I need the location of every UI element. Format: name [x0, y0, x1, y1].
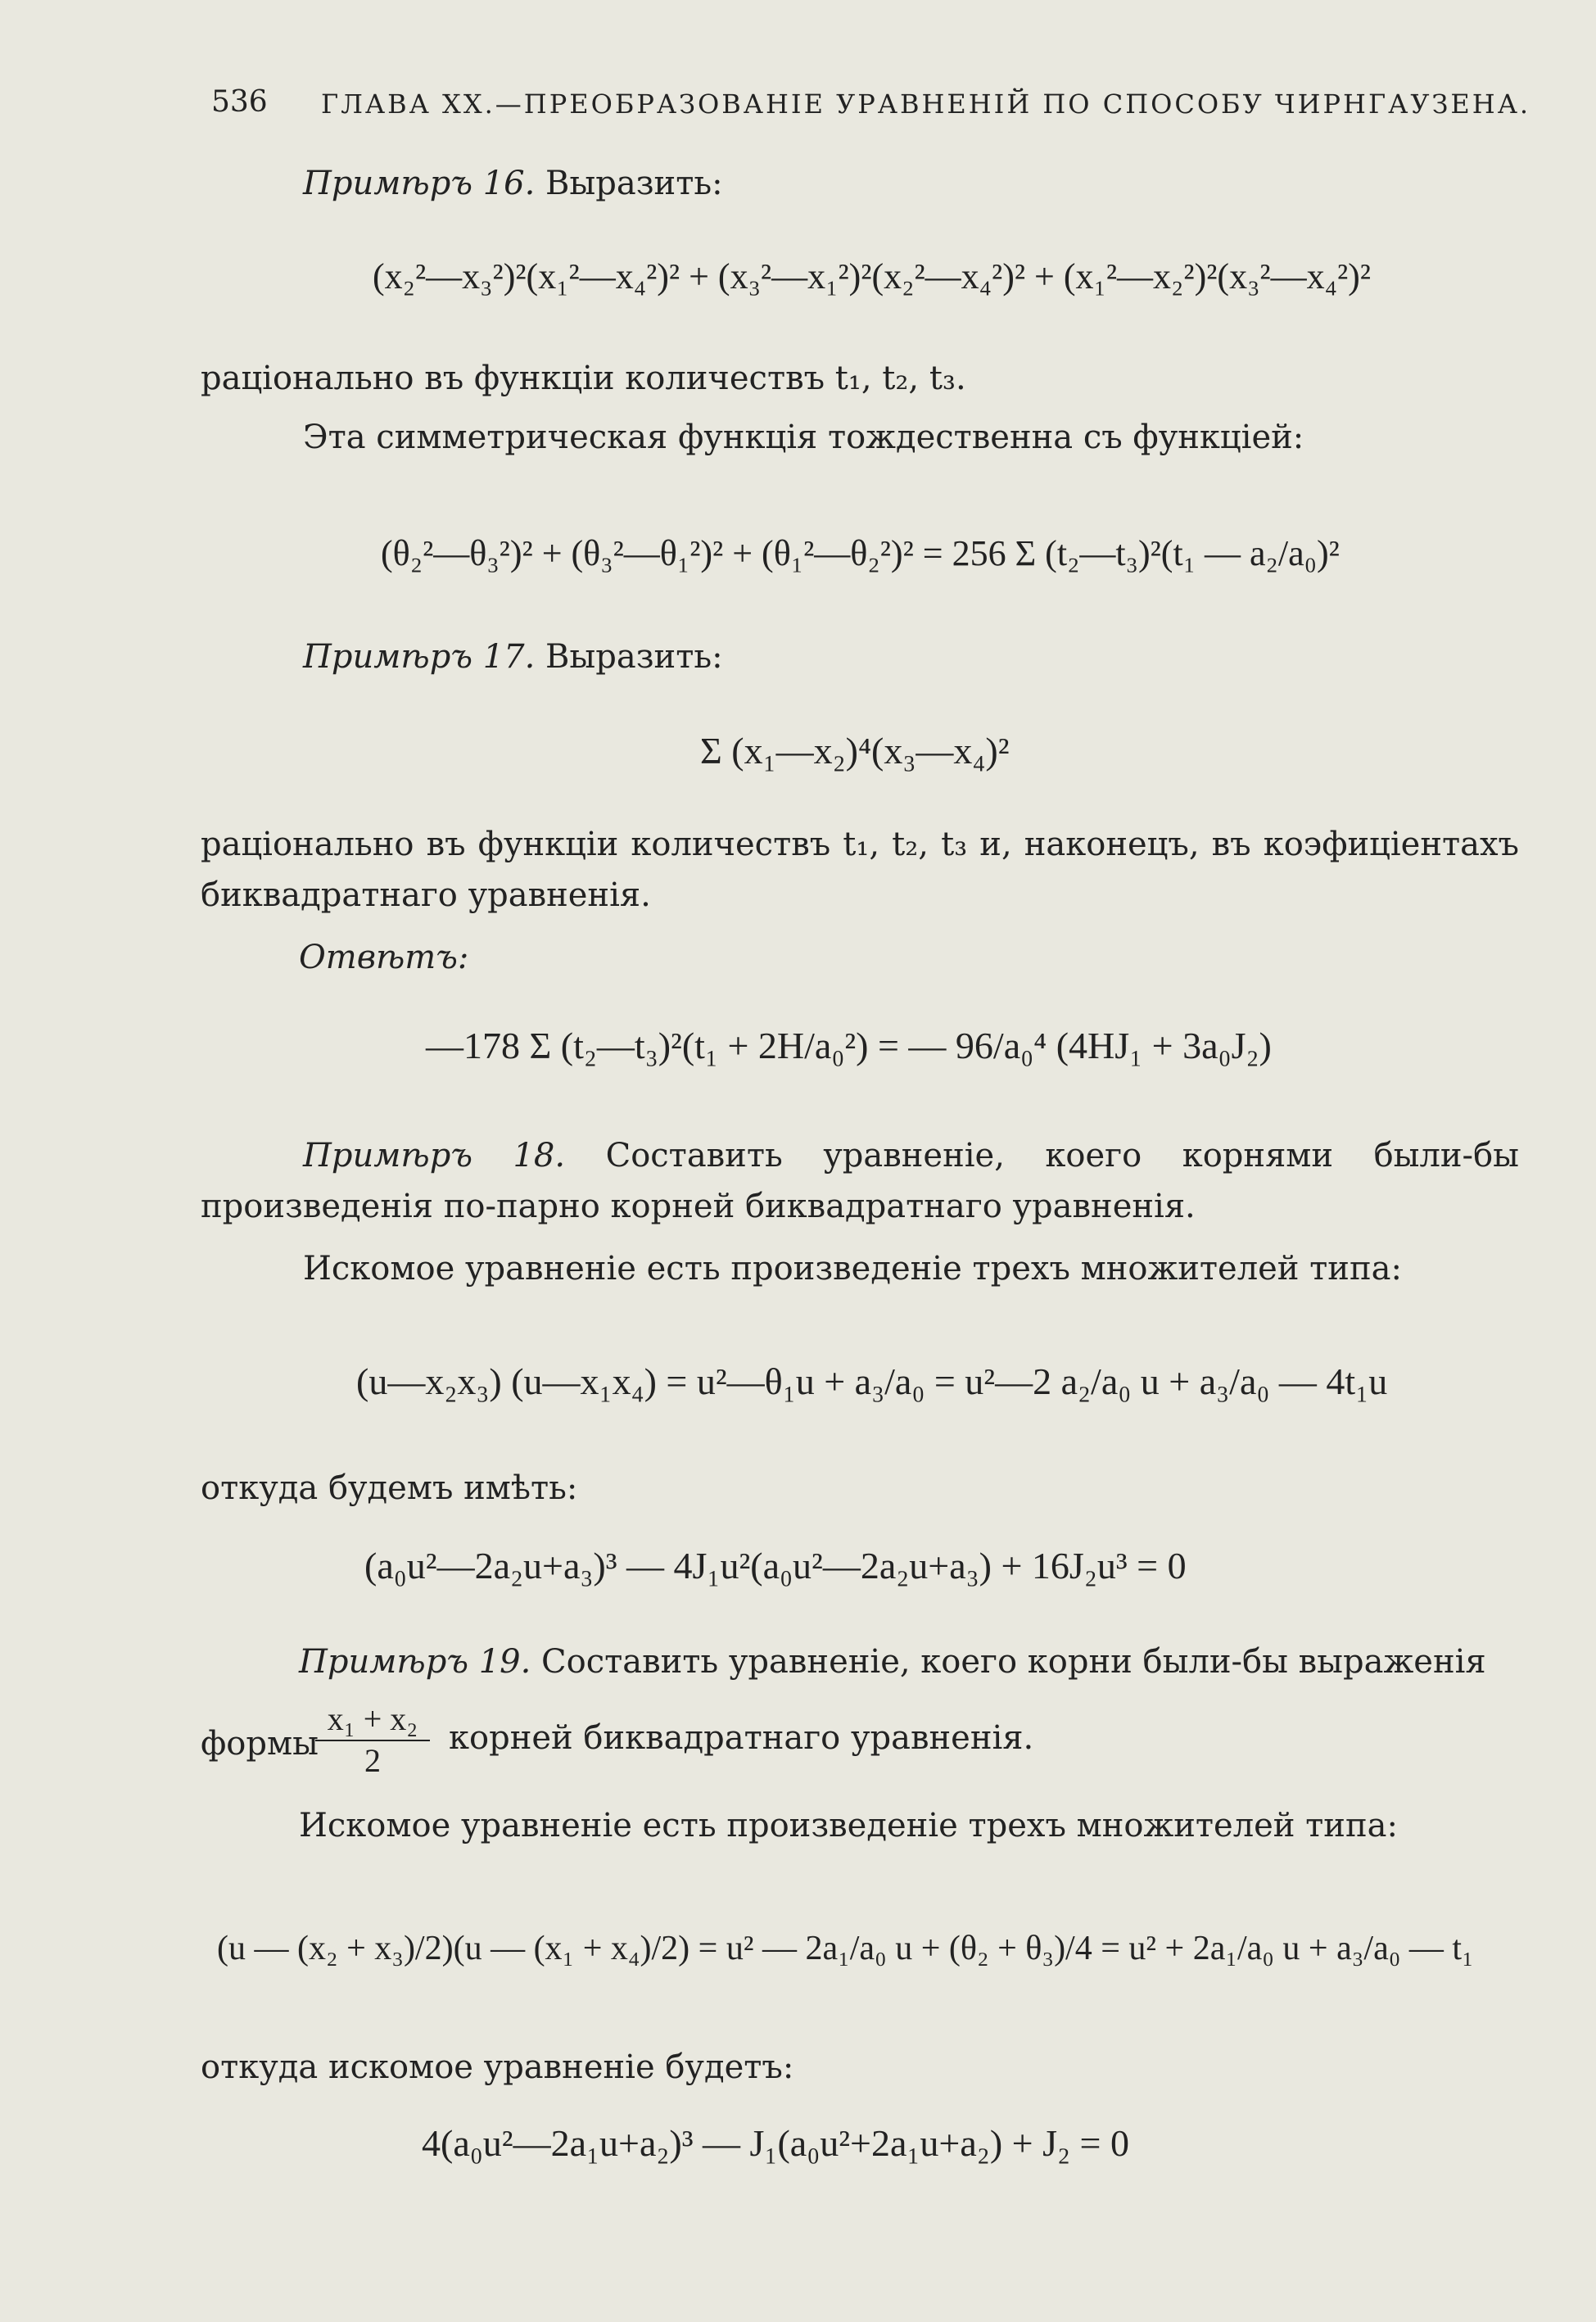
ex18-result: (a₀u²—2a₂u+a₃)³ — 4J₁u²(a₀u²—2a₂u+a₃) + 16J₂u³ = 0: [364, 1545, 1187, 1586]
ex19-fraction: [315, 1700, 430, 1780]
ex19-text2: Искомое уравненіе есть произведеніе трехъ множителей типа:: [299, 1807, 1398, 1844]
ex18-text: Составить уравненіе, коего корнями были-бы произведенія по-парно корней биквадратнаго уравненія.: [201, 1137, 1519, 1225]
ex18-factor: (u—x₂x₃) (u—x₁x₄) = u²—θ₁u + a₃/a₀ = u²—2 a₂/a₀ u + a₃/a₀ — 4t₁u: [356, 1360, 1388, 1402]
ex18-label: Примѣръ 18.: [303, 1137, 566, 1175]
ex19-factor: (u — (x₂ + x₃)/2)(u — (x₁ + x₄)/2) = u² — 2a₁/a₀ u + (θ₂ + θ₃)/4 = u² + 2a₁/a₀ u + a₃/a₀ — t₁: [217, 1930, 1474, 1967]
ex19-label: Примѣръ 19.: [299, 1643, 531, 1681]
ex17-formula: Σ (x₁—x₂)⁴(x₃—x₄)²: [700, 730, 1010, 772]
ex17-answer-label: Отвѣтъ:: [299, 939, 469, 976]
ex19-heading: [299, 1642, 1486, 1682]
ex17-label: Примѣръ 17.: [303, 638, 536, 676]
ex16-identity: (θ₂²—θ₃²)² + (θ₃²—θ₁²)² + (θ₁²—θ₂²)² = 256 Σ (t₂—t₃)²(t₁ — a₂/a₀)²: [381, 533, 1340, 573]
ex19-text-b: корней биквадратнаго уравненія.: [449, 1719, 1034, 1757]
ex19-form-word: формы: [201, 1725, 319, 1763]
ex17-heading: [303, 637, 723, 677]
ex16-heading: [303, 164, 723, 203]
ex18-paragraph: [201, 1130, 1519, 1232]
ex19-fraction-denominator: 2: [364, 1742, 381, 1779]
ex19-text3: откуда искомое уравненіе будетъ:: [201, 2048, 794, 2086]
ex16-formula: (x₂²—x₃²)²(x₁²—x₄²)² + (x₃²—x₁²)²(x₂²—x₄²)² + (x₁²—x₂²)²(x₃²—x₄²)²: [373, 256, 1371, 296]
ex16-instruction: Выразить:: [545, 165, 723, 202]
ex17-answer: —178 Σ (t₂—t₃)²(t₁ + 2H/a₀²) = — 96/a₀⁴ (4HJ₁ + 3a₀J₂): [426, 1025, 1272, 1066]
ex16-text2: Эта симметрическая функція тождественна съ функціей:: [303, 419, 1304, 456]
ex19-fraction-numerator: x₁ + x₂: [315, 1700, 430, 1741]
ex18-text2: Искомое уравненіе есть произведеніе трехъ множителей типа:: [303, 1250, 1402, 1288]
ex18-text3: откуда будемъ имѣть:: [201, 1469, 578, 1507]
ex19-text-a: Составить уравненіе, коего корни были-бы выраженія: [541, 1643, 1486, 1681]
chapter-title: ГЛАВА XX.—ПРЕОБРАЗОВАНІЕ УРАВНЕНІЙ ПО СПОСОБУ ЧИРНГАУЗЕНА.: [321, 88, 1531, 120]
ex16-text1: раціонально въ функціи количествъ t₁, t₂, t₃.: [201, 360, 966, 397]
ex17-text: раціонально въ функціи количествъ t₁, t₂, t₃ и, наконецъ, въ коэфиціентахъ биквадратнаго уравненія.: [201, 826, 1519, 914]
page-number: 536: [211, 85, 268, 119]
ex17-instruction: Выразить:: [545, 638, 723, 676]
ex19-result: 4(a₀u²—2a₁u+a₂)³ — J₁(a₀u²+2a₁u+a₂) + J₂ = 0: [422, 2122, 1129, 2164]
ex16-label: Примѣръ 16.: [303, 165, 536, 202]
